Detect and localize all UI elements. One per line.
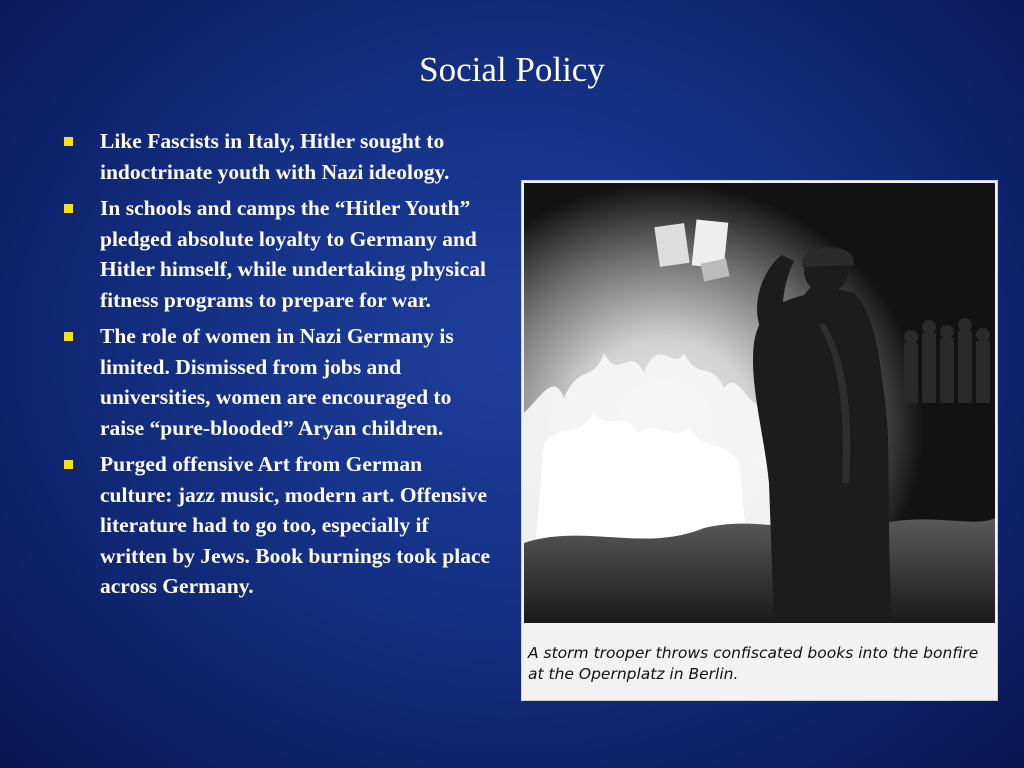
bullet-text: Purged offensive Art from German culture: jazz music, modern art. Offensive literature had to go too, especially if written by Jews. Book burnings took place across Germany. [100, 452, 491, 598]
bullet-item [62, 449, 492, 602]
bullet-text: The role of women in Nazi Germany is limited. Dismissed from jobs and universities, women are encouraged to raise “pure-blooded” Aryan children. [100, 324, 454, 440]
slide-title: Social Policy [419, 50, 605, 89]
bullet-text: In schools and camps the “Hitler Youth” pledged absolute loyalty to Germany and Hitler himself, while undertaking physical fitness programs to prepare for war. [100, 196, 487, 312]
square-bullet-icon [64, 137, 73, 146]
book-burning-photo [524, 183, 995, 623]
photo-illustration [524, 183, 995, 623]
square-bullet-icon [64, 460, 73, 469]
square-bullet-icon [64, 332, 73, 341]
square-bullet-icon [64, 204, 73, 213]
photo-caption: A storm trooper throws confiscated books into the bonfire at the Opernplatz in Berlin. [528, 644, 979, 683]
bullet-item [62, 321, 492, 443]
bullet-list [62, 126, 492, 608]
bullet-item [62, 193, 492, 315]
photo-frame [521, 180, 998, 701]
bullet-item [62, 126, 492, 187]
bullet-text: Like Fascists in Italy, Hitler sought to indoctrinate youth with Nazi ideology. [100, 129, 450, 184]
